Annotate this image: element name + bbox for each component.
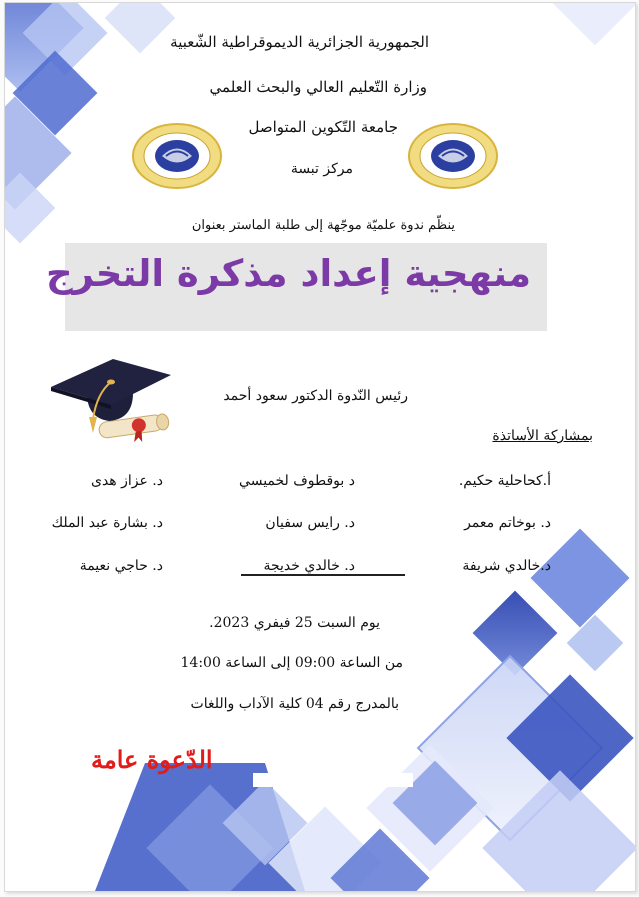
university-seal-icon-right (408, 123, 498, 189)
event-time: من الساعة 09:00 إلى الساعة 14:00 (180, 655, 403, 671)
participant-name: د. خالدي خديجة (263, 558, 355, 574)
participant-name: د بوقطوف لخميسي (239, 473, 355, 489)
participant-name: د. بوخاتم معمر (464, 515, 551, 531)
participant-name: د. رايس سفيان (265, 515, 355, 531)
graduation-cap-diploma-icon (47, 353, 177, 457)
participant-name: د. بشارة عبد الملك (51, 515, 163, 531)
header-center: مركز تبسة (290, 161, 353, 177)
document-page (4, 2, 636, 892)
white-strip (253, 773, 413, 787)
intro-text: ينظّم ندوة علميّة موجّهة إلى طلبة الماستر بعنوان (191, 218, 455, 233)
public-invitation: الدّعوة عامة (91, 745, 213, 774)
participant-name: د.خالدي شريفة (462, 558, 551, 574)
event-date: يوم السبت 25 فيفري 2023. (209, 615, 380, 631)
header-university: جامعة التّكوين المتواصل (248, 118, 398, 136)
event-venue: بالمدرج رقم 04 كلية الآداب واللغات (190, 696, 399, 712)
participant-name: د. عزاز هدى (90, 473, 163, 489)
header-ministry: وزارة التّعليم العالي والبحث العلمي (209, 78, 427, 96)
participant-name: أ.كحاحلية حكيم. (458, 473, 551, 489)
university-seal-icon-left (132, 123, 222, 189)
participant-name: د. حاجي نعيمة (79, 558, 163, 574)
seminar-chair: رئيس النّدوة الدكتور سعود أحمد (223, 388, 408, 404)
header-republic: الجمهورية الجزائرية الديموقراطية الشّعبية (170, 33, 429, 51)
name-underline (241, 574, 405, 576)
seminar-title: منهجية إعداد مذكرة التخرج (46, 252, 531, 295)
participants-label: بمشاركة الأساتذة (492, 428, 593, 444)
